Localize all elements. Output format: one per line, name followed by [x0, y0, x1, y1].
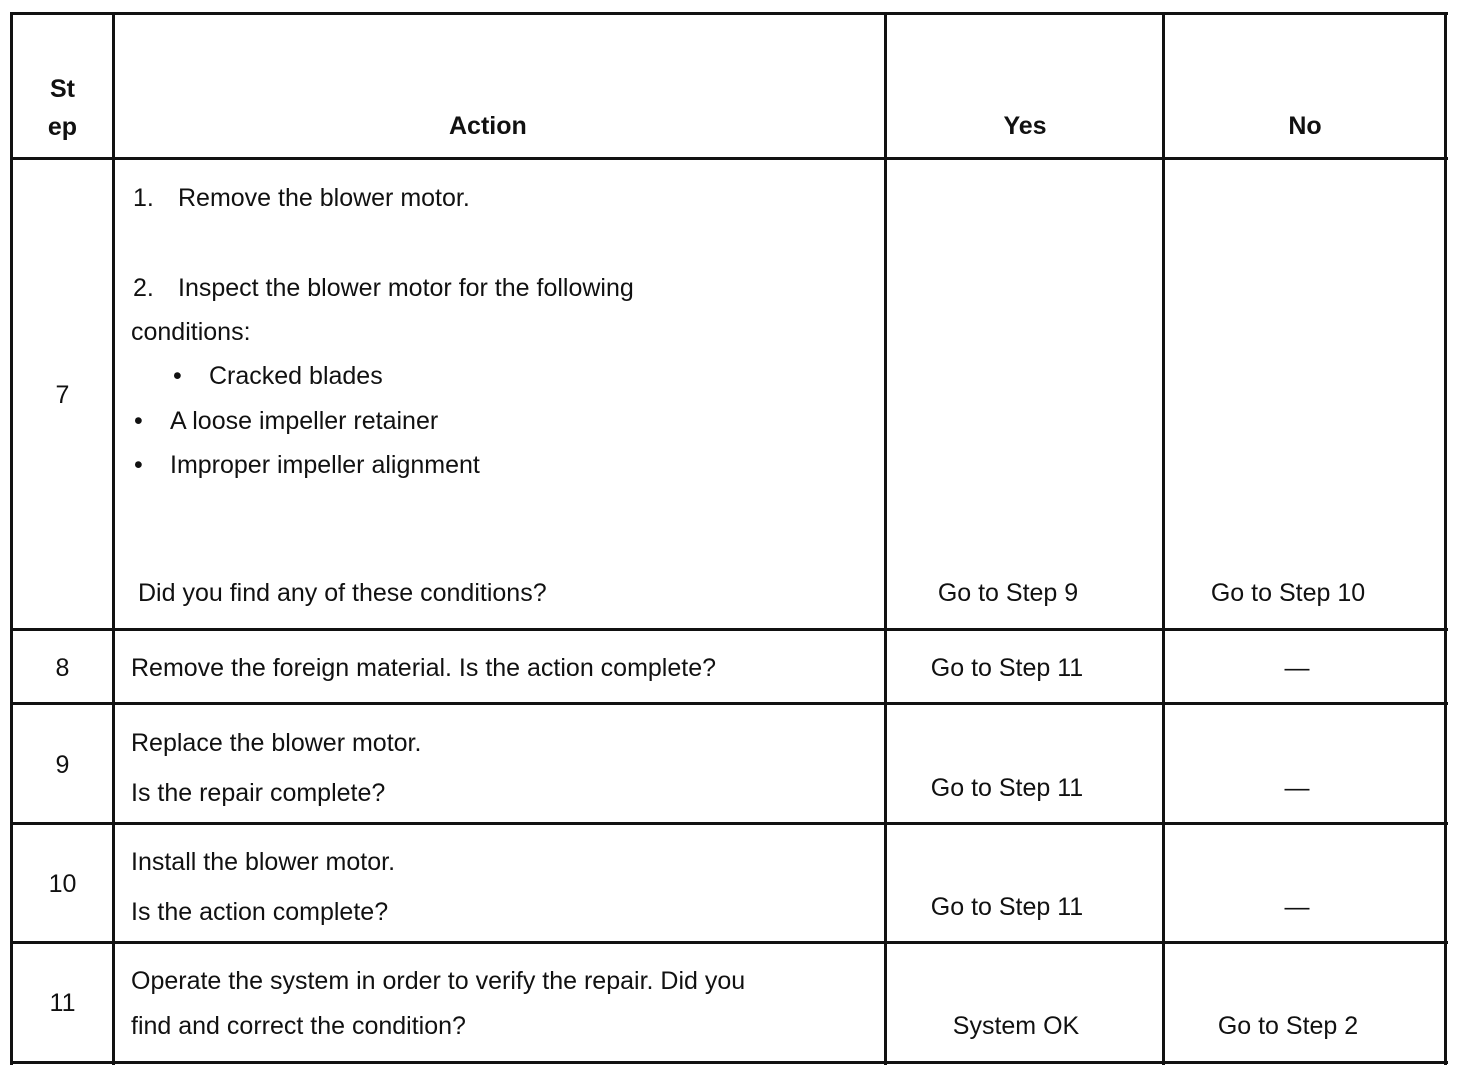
- bullet-icon: •: [134, 451, 143, 479]
- no-result: Go to Step 10: [1210, 579, 1366, 607]
- table-border-left: [10, 12, 13, 1065]
- list-number: 1.: [133, 184, 154, 212]
- action-text: conditions:: [131, 318, 251, 346]
- step-number: 8: [55, 654, 70, 682]
- bullet-icon: •: [134, 407, 143, 435]
- no-result: —: [1284, 774, 1310, 802]
- no-result: —: [1284, 893, 1310, 921]
- column-divider: [112, 12, 115, 1065]
- row-divider: [10, 702, 1448, 705]
- action-text: Remove the foreign material. Is the action complete?: [131, 654, 717, 682]
- header-divider: [10, 157, 1448, 160]
- row-divider: [10, 941, 1448, 944]
- action-question: Did you find any of these conditions?: [138, 579, 547, 607]
- action-text: find and correct the condition?: [131, 1012, 466, 1040]
- action-text: Is the repair complete?: [131, 779, 386, 807]
- step-number: 9: [55, 751, 70, 779]
- table-border-bottom: [10, 1061, 1448, 1064]
- yes-result: Go to Step 11: [930, 893, 1084, 921]
- table-border-right: [1444, 12, 1447, 1065]
- bullet-icon: •: [173, 362, 182, 390]
- no-result: —: [1284, 654, 1310, 682]
- row-divider: [10, 822, 1448, 825]
- header-step-line1: St: [50, 75, 75, 103]
- action-text: A loose impeller retainer: [170, 407, 439, 435]
- list-number: 2.: [133, 274, 154, 302]
- action-text: Operate the system in order to verify the repair. Did you: [131, 967, 746, 995]
- no-result: Go to Step 2: [1217, 1012, 1359, 1040]
- header-no: No: [1288, 112, 1322, 140]
- header-step-line2: ep: [47, 113, 78, 141]
- action-text: Install the blower motor.: [131, 848, 396, 876]
- yes-result: Go to Step 9: [937, 579, 1079, 607]
- step-number: 11: [49, 989, 76, 1017]
- yes-result: Go to Step 11: [930, 654, 1084, 682]
- yes-result: Go to Step 11: [930, 774, 1084, 802]
- action-text: Improper impeller alignment: [170, 451, 480, 479]
- table-border-top: [10, 12, 1448, 15]
- action-text: Replace the blower motor.: [131, 729, 422, 757]
- action-text: Is the action complete?: [131, 898, 389, 926]
- step-number: 7: [55, 381, 70, 409]
- action-text: Remove the blower motor.: [178, 184, 470, 212]
- header-yes: Yes: [1003, 112, 1047, 140]
- header-action: Action: [449, 112, 527, 140]
- yes-result: System OK: [952, 1012, 1080, 1040]
- action-text: Inspect the blower motor for the following: [178, 274, 634, 302]
- row-divider: [10, 628, 1448, 631]
- step-number: 10: [48, 870, 77, 898]
- action-text: Cracked blades: [209, 362, 383, 390]
